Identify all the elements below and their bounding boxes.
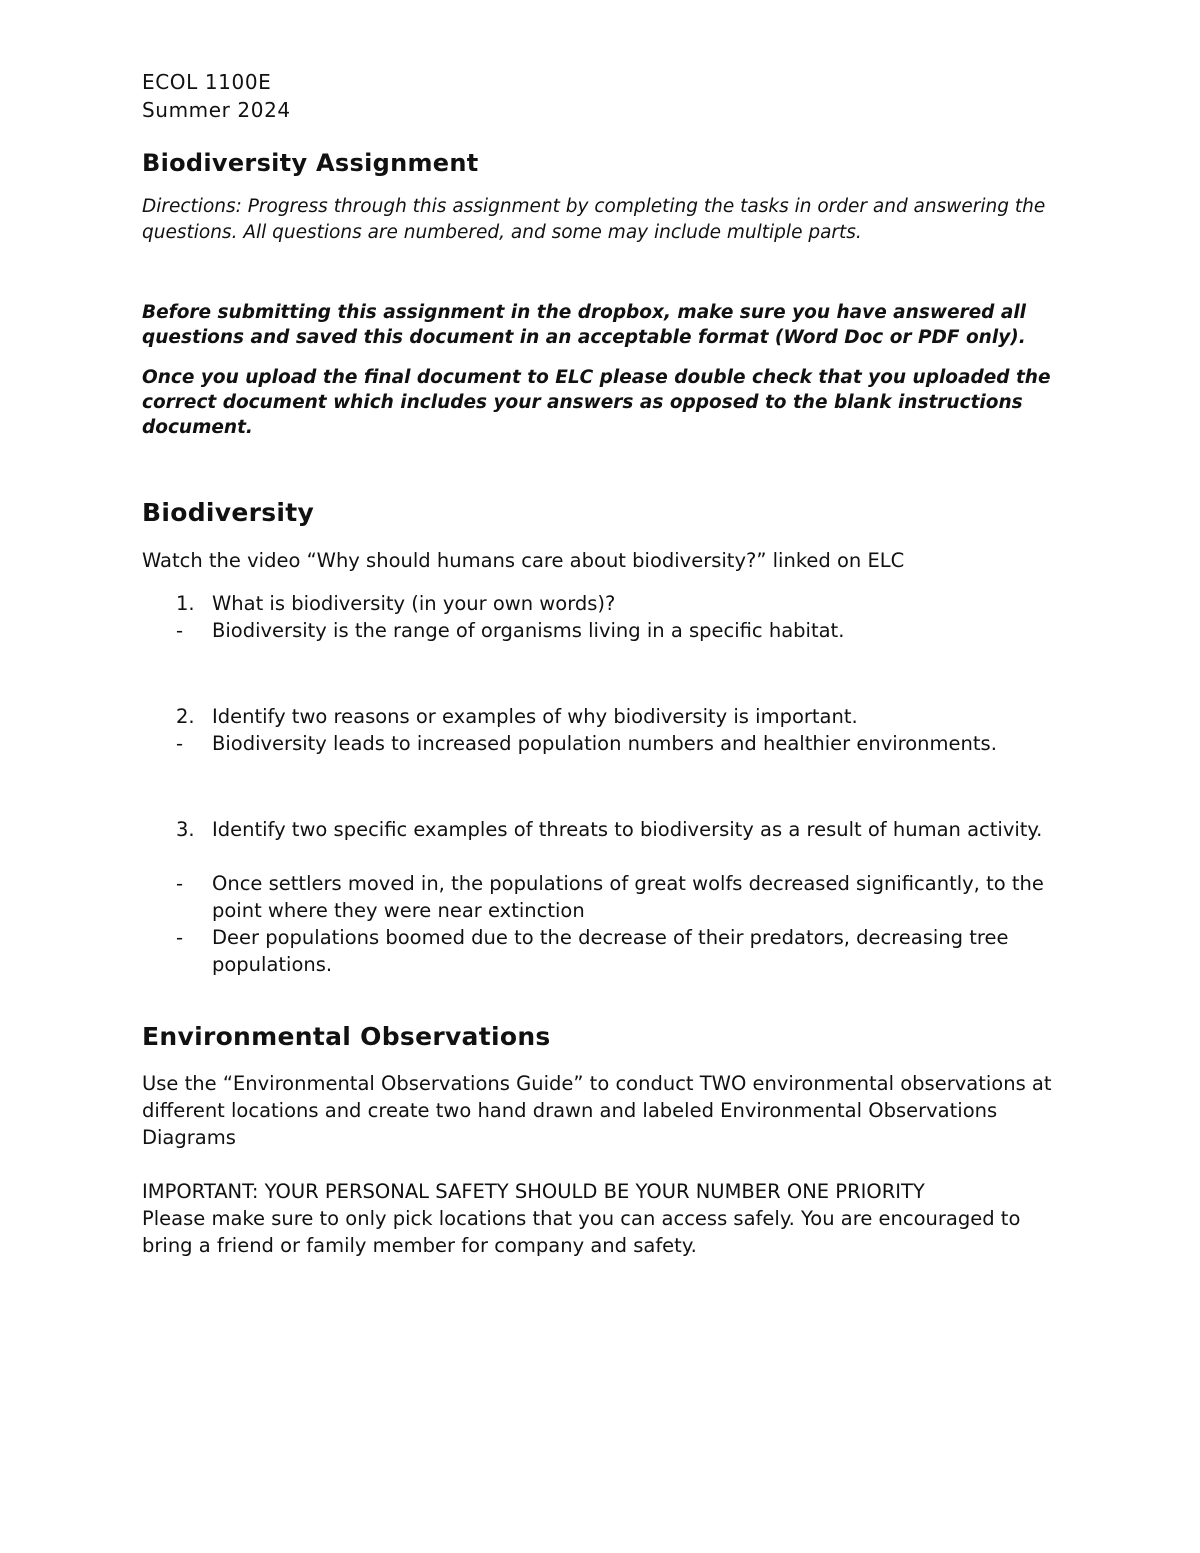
term: Summer 2024 [142, 98, 291, 122]
question-number: 1. [176, 592, 195, 615]
answer-text: Once settlers moved in, the populations of great wolfs decreased significantly, to the point where they were near extinction [212, 872, 1044, 922]
answer-item [142, 617, 1052, 644]
upload-check-note: Once you upload the final document to ELC please double check that you uploaded the correct document which includes your answers as opposed to the blank instructions document. [142, 367, 1051, 438]
question-2 [142, 703, 1052, 730]
answer-text: Biodiversity is the range of organisms living in a specific habitat. [212, 619, 845, 642]
question-1 [142, 590, 1052, 617]
page-content [142, 68, 1052, 1259]
safety-warning-heading: IMPORTANT: YOUR PERSONAL SAFETY SHOULD BE YOUR NUMBER ONE PRIORITY [142, 1180, 925, 1203]
section-heading-environmental-observations: Environmental Observations [142, 1022, 551, 1051]
dash-bullet: - [176, 926, 184, 949]
question-3 [142, 816, 1052, 843]
question-text: Identify two specific examples of threats to biodiversity as a result of human activity. [212, 818, 1043, 841]
question-text: What is biodiversity (in your own words)? [212, 592, 616, 615]
dash-bullet: - [176, 732, 184, 755]
directions-text: Directions: Progress through this assignment by completing the tasks in order and answering the questions. All questions are numbered, and some may include multiple parts. [142, 196, 1046, 243]
answer-text: Deer populations boomed due to the decrease of their predators, decreasing tree populations. [212, 926, 1009, 976]
observation-instruction: Use the “Environmental Observations Guide” to conduct TWO environmental observations at different locations and create two hand drawn and labeled Environmental Observations Diagrams [142, 1072, 1052, 1149]
answer-item [142, 924, 1052, 978]
answer-text: Biodiversity leads to increased population numbers and healthier environments. [212, 732, 997, 755]
section-heading-biodiversity: Biodiversity [142, 498, 315, 527]
question-number: 3. [176, 818, 195, 841]
safety-warning-body: Please make sure to only pick locations that you can access safely. You are encouraged to bring a friend or family member for company and safety. [142, 1207, 1021, 1257]
dash-bullet: - [176, 872, 184, 895]
question-text: Identify two reasons or examples of why biodiversity is important. [212, 705, 858, 728]
video-instruction: Watch the video “Why should humans care about biodiversity?” linked on ELC [142, 549, 905, 572]
answer-item [142, 870, 1052, 924]
dash-bullet: - [176, 619, 184, 642]
assignment-title: Biodiversity Assignment [142, 149, 479, 177]
question-number: 2. [176, 705, 195, 728]
course-code: ECOL 1100E [142, 70, 272, 94]
submission-note: Before submitting this assignment in the dropbox, make sure you have answered all questions and saved this document in an acceptable format (Word Doc or PDF only). [142, 302, 1027, 348]
answer-item [142, 730, 1052, 757]
